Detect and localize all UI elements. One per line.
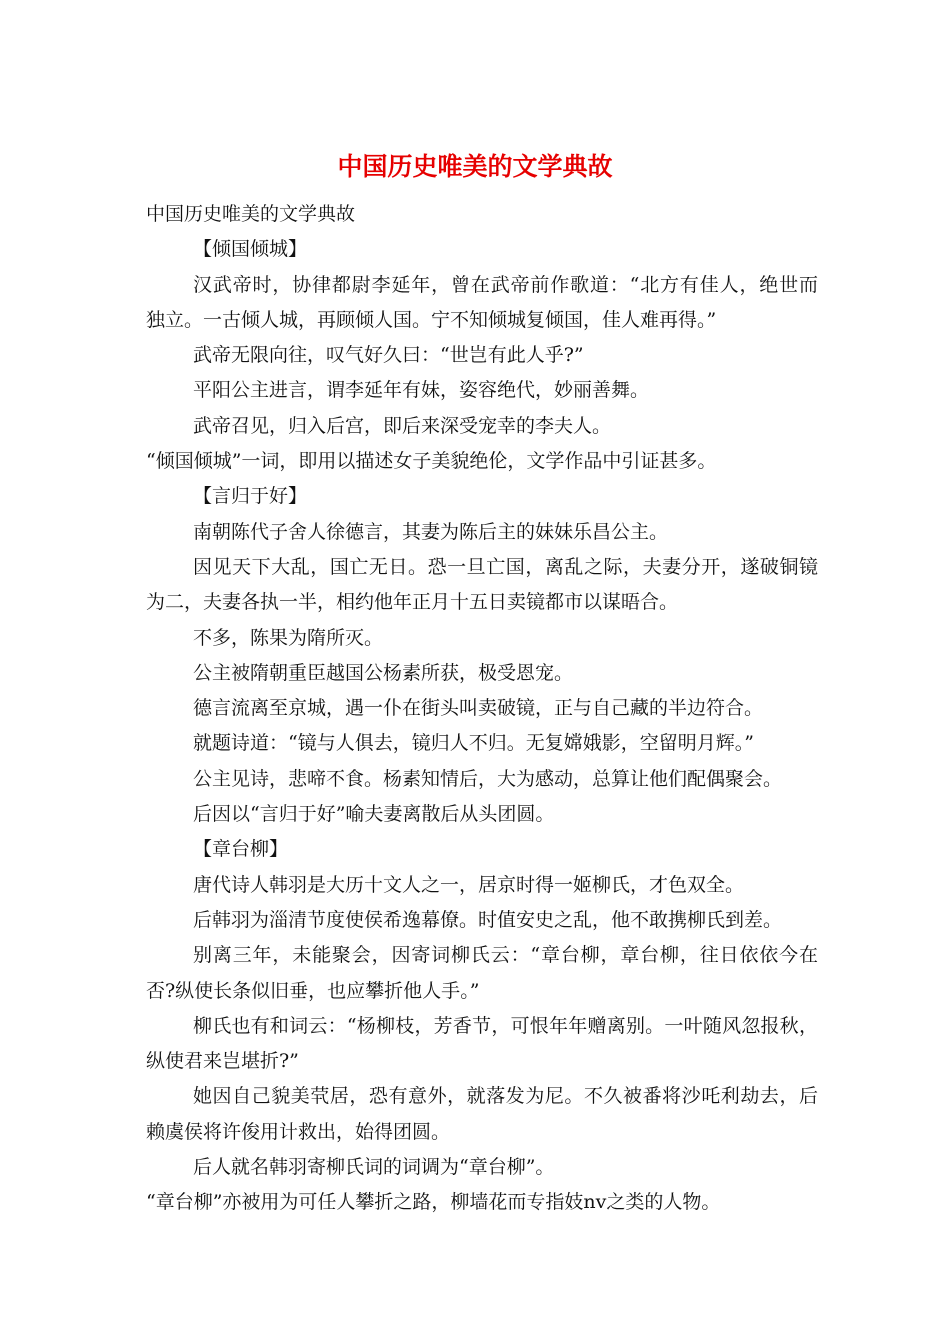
text-line: “章台柳”亦被用为可任人攀折之路，柳墙花而专指妓nv之类的人物。 — [146, 1191, 721, 1214]
text-line: 武帝无限向往，叹气好久曰：“世岂有此人乎?” — [193, 344, 584, 367]
text-line: 为二，夫妻各执一半，相约他年正月十五日卖镜都市以谋晤合。 — [146, 591, 679, 614]
document-body — [146, 197, 818, 1221]
text-line: 柳氏也有和词云：“杨柳枝，芳香节，可恨年年赠离别。一叶随风忽报秋， — [193, 1014, 818, 1037]
document-title: 中国历史唯美的文学典故 — [337, 152, 613, 181]
text-line: 【言归于好】 — [193, 485, 308, 508]
text-line: 她因自己貌美茕居，恐有意外，就落发为尼。不久被番将沙吒利劫去，后 — [193, 1085, 818, 1108]
text-line: 公主见诗，悲啼不食。杨素知情后，大为感动，总算让他们配偶聚会。 — [193, 767, 783, 790]
text-line: 后因以“言归于好”喻夫妻离散后从头团圆。 — [193, 803, 555, 826]
text-line: 就题诗道：“镜与人俱去，镜归人不归。无复嫦娥影，空留明月辉。” — [193, 732, 754, 755]
text-line: 后人就名韩羽寄柳氏词的词调为“章台柳”。 — [193, 1156, 555, 1179]
text-line: 否?纵使长条似旧垂，也应攀折他人手。” — [146, 979, 480, 1002]
text-line: 【章台柳】 — [193, 838, 289, 861]
text-line: 中国历史唯美的文学典故 — [146, 203, 356, 225]
text-line: 不多，陈果为隋所灭。 — [193, 626, 384, 649]
text-line: 因见天下大乱，国亡无日。恐一旦亡国，离乱之际，夫妻分开，遂破铜镜 — [193, 555, 818, 578]
text-line: 南朝陈代子舍人徐德言，其妻为陈后主的妹妹乐昌公主。 — [193, 520, 669, 543]
text-line: 别离三年，未能聚会，因寄词柳氏云：“章台柳，章台柳，往日依依今在 — [193, 944, 818, 967]
text-line: 德言流离至京城，遇一仆在街头叫卖破镜，正与自己藏的半边符合。 — [193, 697, 764, 720]
text-line: “倾国倾城”一词，即用以描述女子美貌绝伦，文学作品中引证甚多。 — [146, 450, 717, 473]
text-line: 公主被隋朝重臣越国公杨素所获，极受恩宠。 — [193, 661, 574, 684]
text-line: 纵使君来岂堪折?” — [146, 1050, 299, 1073]
text-line: 独立。一古倾人城，再顾倾人国。宁不知倾城复倾国，佳人难再得。” — [146, 308, 717, 331]
text-line: 武帝召见，归入后宫，即后来深受宠幸的李夫人。 — [193, 414, 612, 437]
text-line: 唐代诗人韩羽是大历十文人之一，居京时得一姬柳氏，才色双全。 — [193, 873, 745, 896]
text-line: 汉武帝时，协律都尉李延年，曾在武帝前作歌道：“北方有佳人，绝世而 — [193, 273, 818, 296]
text-line: 平阳公主进言，谓李延年有妹，姿容绝代，妙丽善舞。 — [193, 379, 650, 402]
text-line: 【倾国倾城】 — [193, 238, 308, 261]
text-line: 赖虞侯将许俊用计救出，始得团圆。 — [146, 1120, 451, 1143]
text-line: 后韩羽为淄清节度使侯希逸幕僚。时值安史之乱，他不敢携柳氏到差。 — [193, 908, 783, 931]
